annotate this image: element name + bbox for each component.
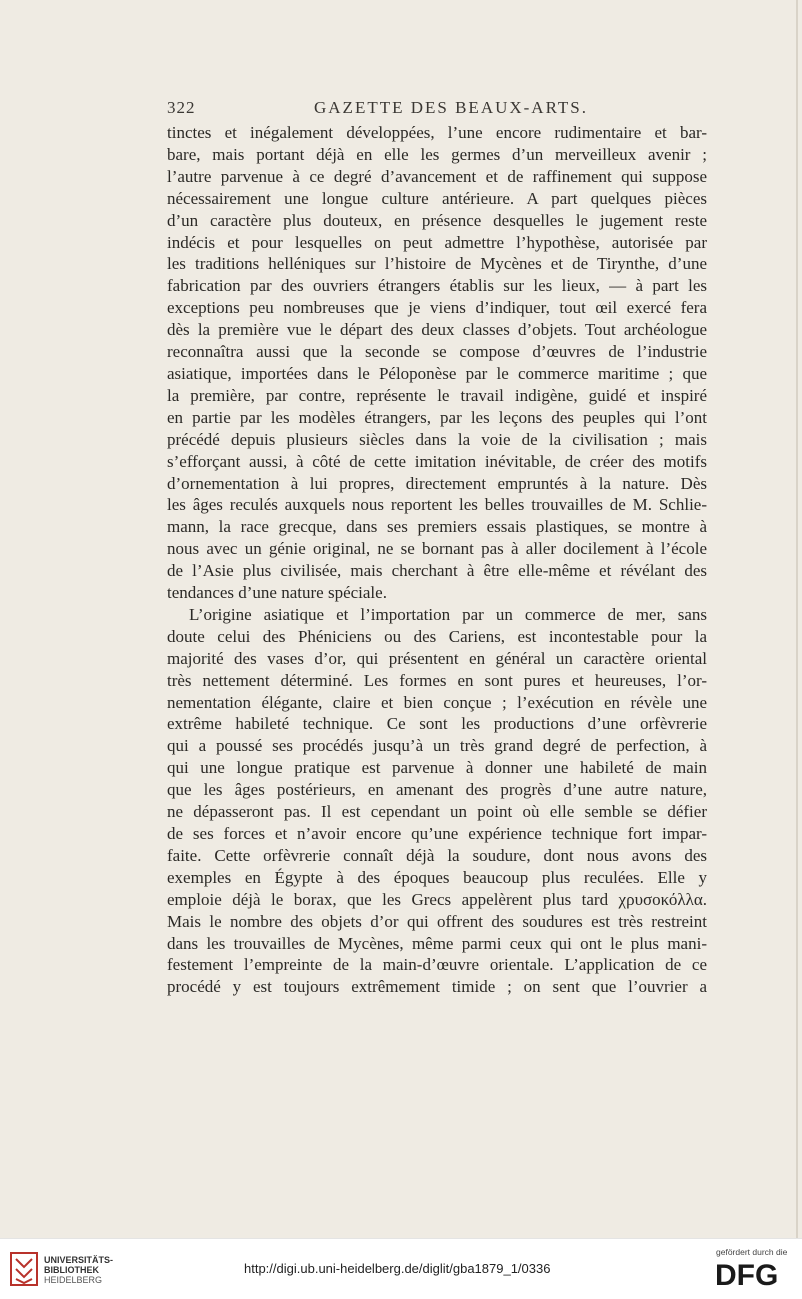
text-line: les âges reculés auxquels nous reportent les belles trouvailles de M. Schlie-	[167, 495, 707, 515]
text-line: tinctes et inégalement développées, l’une encore rudimentaire et bar-	[167, 123, 707, 142]
text-line: faite. Cette orfèvrerie connaît déjà la soudure, dont nous avons des	[167, 845, 707, 865]
funding-caption: gefördert durch die	[716, 1247, 788, 1257]
page-number: 322	[167, 98, 196, 117]
text-line: bare, mais portant déjà en elle les germes d’un merveilleux avenir ;	[167, 144, 707, 164]
text-line: exemples en Égypte à des époques beaucoup plus reculées. Elle y	[167, 867, 707, 887]
text-line: que les âges postérieurs, en amenant des progrès d’une autre nature,	[167, 780, 707, 800]
text-line: mann, la race grecque, dans ses premiers essais plastiques, se montre à	[167, 517, 707, 537]
text-line: extrême habileté technique. Ce sont les productions d’une orfèvrerie	[167, 714, 707, 734]
library-name: UNIVERSITÄTS- BIBLIOTHEK HEIDELBERG	[44, 1255, 114, 1285]
text-line: indécis et pour lesquelles on peut admettre l’hypothèse, autorisée par	[167, 232, 707, 252]
university-library-logo-icon	[10, 1249, 38, 1289]
text-line: fabrication par des ouvriers étrangers établis sur les lieux, — à part les	[167, 276, 707, 296]
text-line: asiatique, importées dans le Péloponèse par le commerce maritime ; que	[167, 363, 707, 383]
text-line: procédé y est toujours extrêmement timide ; on sent que l’ouvrier a	[167, 977, 707, 997]
text-line: Mais le nombre des objets d’or qui offrent des soudures est très restreint	[167, 911, 707, 931]
text-line: de ses forces et n’avoir encore qu’une expérience technique fort impar-	[167, 824, 707, 843]
text-line: festement l’empreinte de la main-d’œuvre orientale. L’application de ce	[167, 955, 707, 975]
text-line: nementation élégante, claire et bien conçue ; l’exécution en révèle une	[167, 692, 707, 712]
text-line: nécessairement une longue culture antérieure. A part quelques pièces	[167, 188, 707, 208]
text-line: emploie déjà le borax, que les Grecs appelèrent plus tard χρυσοκόλλα.	[167, 889, 707, 909]
text-line: exceptions peu nombreuses que je viens d’indiquer, tout œil exercé fera	[167, 298, 707, 318]
body-text	[167, 122, 707, 998]
text-line: d’ornementation à lui propres, directement empruntés à la nature. Dès	[167, 473, 707, 493]
dfg-logo: DFG	[715, 1259, 779, 1292]
text-line: majorité des vases d’or, qui présentent en général un caractère oriental	[167, 648, 707, 668]
text-line: L’origine asiatique et l’importation par un commerce de mer, sans	[189, 604, 707, 624]
text-line: doute celui des Phéniciens ou des Cariens, est incontestable pour la	[167, 626, 707, 646]
text-line: qui une longue pratique est parvenue à donner une habileté de main	[167, 758, 707, 778]
text-line: les traditions helléniques sur l’histoire de Mycènes et de Tirynthe, d’une	[167, 254, 707, 274]
text-line: très nettement déterminé. Les formes en sont pures et heureuses, l’or-	[167, 670, 707, 690]
text-line: précédé depuis plusieurs siècles dans la voie de la civilisation ; mais	[167, 429, 707, 449]
text-line: dès la première vue le départ des deux classes d’objets. Tout archéologue	[167, 320, 707, 340]
text-line: nous avec un génie original, ne se bornant pas à aller docilement à l’école	[167, 539, 707, 559]
text-line: reconnaîtra aussi que la seconde se compose d’œuvres de l’industrie	[167, 342, 707, 362]
text-line: la première, par contre, représente le travail indigène, guidé et inspiré	[167, 385, 707, 405]
text-line: tendances d’une nature spéciale.	[167, 583, 387, 603]
viewer-footer	[0, 1238, 802, 1299]
text-line: d’un caractère plus douteux, en présence desquelles le jugement reste	[167, 210, 707, 230]
text-line: en partie par les modèles étrangers, par les leçons des peuples qui l’ont	[167, 407, 707, 427]
page-edge	[796, 0, 798, 1238]
text-line: s’efforçant aussi, à côté de cette imitation inévitable, de créer des motifs	[167, 451, 707, 471]
text-line: de l’Asie plus civilisée, mais cherchant à être elle-même et révélant des	[167, 561, 707, 581]
running-header	[167, 98, 707, 122]
text-line: qui a poussé ses procédés jusqu’à un très grand degré de perfection, à	[167, 736, 707, 756]
journal-title: GAZETTE DES BEAUX-ARTS.	[314, 98, 588, 117]
text-line: l’autre parvenue à ce degré d’avancement et de raffinement qui suppose	[167, 166, 707, 186]
text-line: ne dépasseront pas. Il est cependant un point où elle semble se défier	[167, 802, 707, 822]
permalink-url[interactable]: http://digi.ub.uni-heidelberg.de/diglit/gba1879_1/0336	[244, 1261, 551, 1276]
text-line: dans les trouvailles de Mycènes, même parmi ceux qui ont le plus mani-	[167, 933, 707, 953]
